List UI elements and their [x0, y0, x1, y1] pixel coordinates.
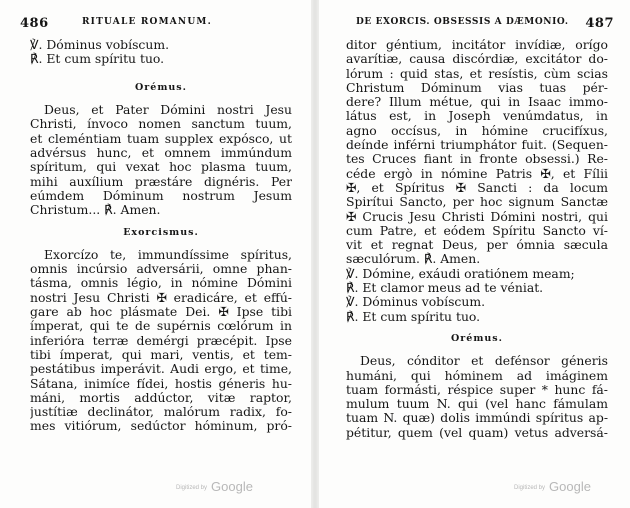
paragraph-gap [346, 346, 608, 354]
text-line: ℟. Et cum spíritu tuo. [30, 52, 165, 67]
text-line: tásma, omnis légio, in nómine Dómini [30, 276, 292, 291]
text-line: et cleméntiam tuam supplex expósco, ut [30, 131, 292, 146]
text-line: eúmdem Dóminum nostrum Jesum [30, 188, 292, 203]
text-line: sæculórum. ℟. Amen. [346, 252, 481, 267]
text-line: tuam N. quæ) dolis immúndi spíritus ap- [346, 411, 608, 426]
text-line: mulum tuum N. qui (vel hanc fámulam [346, 397, 608, 412]
text-line: tes Cruces fiant in fronte obsessi.) Re- [346, 152, 608, 167]
text-line: látus est, in Joseph venúmdatus, in [346, 109, 608, 124]
text-line: ℟. Et cum spíritu tuo. [346, 309, 481, 324]
text-line: lórum : quid stas, et resístis, cùm scias [346, 66, 608, 81]
text-line: avarítiæ, causa discórdiæ, excitátor do- [346, 52, 608, 67]
text-line: Sátana, inimíce fídei, hostis géneris hu- [30, 376, 292, 391]
page-number: 487 [585, 16, 614, 31]
text-line: vit et regnat Deus, per ómnia sæcula [346, 238, 608, 253]
google-watermark [514, 479, 591, 494]
text-line: Exorcízo te, immundíssime spíritus, [44, 247, 292, 262]
right-page [318, 0, 630, 508]
watermark-brand: Google [211, 479, 253, 494]
watermark-prefix: Digitized by [514, 484, 546, 491]
watermark-brand: Google [549, 479, 591, 494]
section-heading: Exorcismus. [123, 226, 199, 238]
paragraph-gap [30, 218, 292, 226]
text-line: agno occísus, in hómine crucifíxus, [346, 123, 608, 138]
text-line: ímperat, qui te de supérnis cœlórum in [30, 319, 292, 334]
text-line: spíritum, qui vexat hoc plasma tuum, [30, 160, 292, 175]
section-heading: Orémus. [135, 81, 187, 93]
text-line: gare ab hoc plásmate Dei. ✠ Ipse tibi [30, 305, 292, 320]
text-line: humáni, qui hóminem ad imáginem [346, 368, 608, 383]
text-line: nostri Jesu Christi ✠ eradicáre, et effú- [30, 290, 292, 305]
text-line: dere? Illum métue, qui in Isaac immo- [346, 95, 608, 110]
watermark-prefix: Digitized by [176, 484, 208, 491]
text-line: mes vitiórum, sedúctor hóminum, pró- [30, 419, 292, 434]
text-line: advérsus hunc, et omnem immúndum [30, 146, 292, 161]
text-line: ℣. Dómine, exáudi oratiónem meam; [346, 266, 575, 281]
paragraph-gap [30, 240, 292, 248]
text-line: Spirítui Sancto, per hoc signum Sanctæ [346, 195, 608, 210]
paragraph-gap [30, 67, 292, 81]
text-line: Deus, cónditor et defénsor géneris [360, 354, 608, 369]
text-line: mihi auxílium præstáre dignéris. Per [30, 174, 292, 189]
text-line: ditor géntium, incitátor invídiæ, orígo [346, 38, 608, 52]
text-line: omnis incúrsio adversárii, omne phan- [30, 262, 292, 277]
google-watermark [176, 479, 253, 494]
text-line: tibi ímperat, qui mari, ventis, et tem- [30, 347, 292, 362]
running-title: RITUALE ROMANUM. [82, 17, 212, 27]
text-line: Christum... ℟. Amen. [30, 203, 161, 218]
text-line: ✠ Crucis Jesu Christi Dómini nostri, qui [346, 209, 608, 224]
text-line: cum Patre, et eódem Spíritu Sancto ví- [346, 223, 608, 238]
text-line: deínde inférni triumphátor fuit. (Sequen- [346, 138, 608, 153]
text-line: Christi, ínvoco nomen sanctum tuum, [30, 117, 292, 132]
text-line: céde ergò in nómine Patris ✠, et Fílii [346, 166, 608, 181]
text-line: pestátibus imperávit. Audi ergo, et time, [30, 362, 292, 377]
page-number: 486 [20, 16, 49, 31]
text-line: ℣. Dóminus vobíscum. [346, 295, 486, 310]
text-line: máni, mortis addúctor, vitæ raptor, [30, 390, 292, 405]
running-title: DE EXORCIS. OBSESSIS A DÆMONIO. [356, 17, 569, 27]
right-page-text [346, 38, 608, 440]
text-line: tuam formásti, réspice super * hunc fá- [346, 382, 608, 397]
paragraph-gap [30, 95, 292, 103]
text-line: pétitur, quem (vel quam) vetus adversá- [346, 425, 608, 440]
section-heading: Orémus. [451, 332, 503, 344]
text-line: Christum Dóminum vias tuas pér- [346, 80, 608, 95]
text-line: inferióra terræ demérgi præcépit. Ipse [30, 333, 292, 348]
paragraph-gap [346, 324, 608, 332]
left-page [0, 0, 312, 508]
text-line: justítiæ declinátor, malórum radix, fo- [30, 405, 292, 420]
text-line: ℟. Et clamor meus ad te véniat. [346, 281, 544, 296]
left-page-header [20, 16, 290, 31]
text-line: Deus, et Pater Dómini nostri Jesu [44, 103, 292, 118]
left-page-text [30, 38, 292, 434]
text-line: ✠, et Spíritus ✠ Sancti : da locum [346, 180, 608, 195]
text-line: ℣. Dóminus vobíscum. [30, 38, 170, 52]
